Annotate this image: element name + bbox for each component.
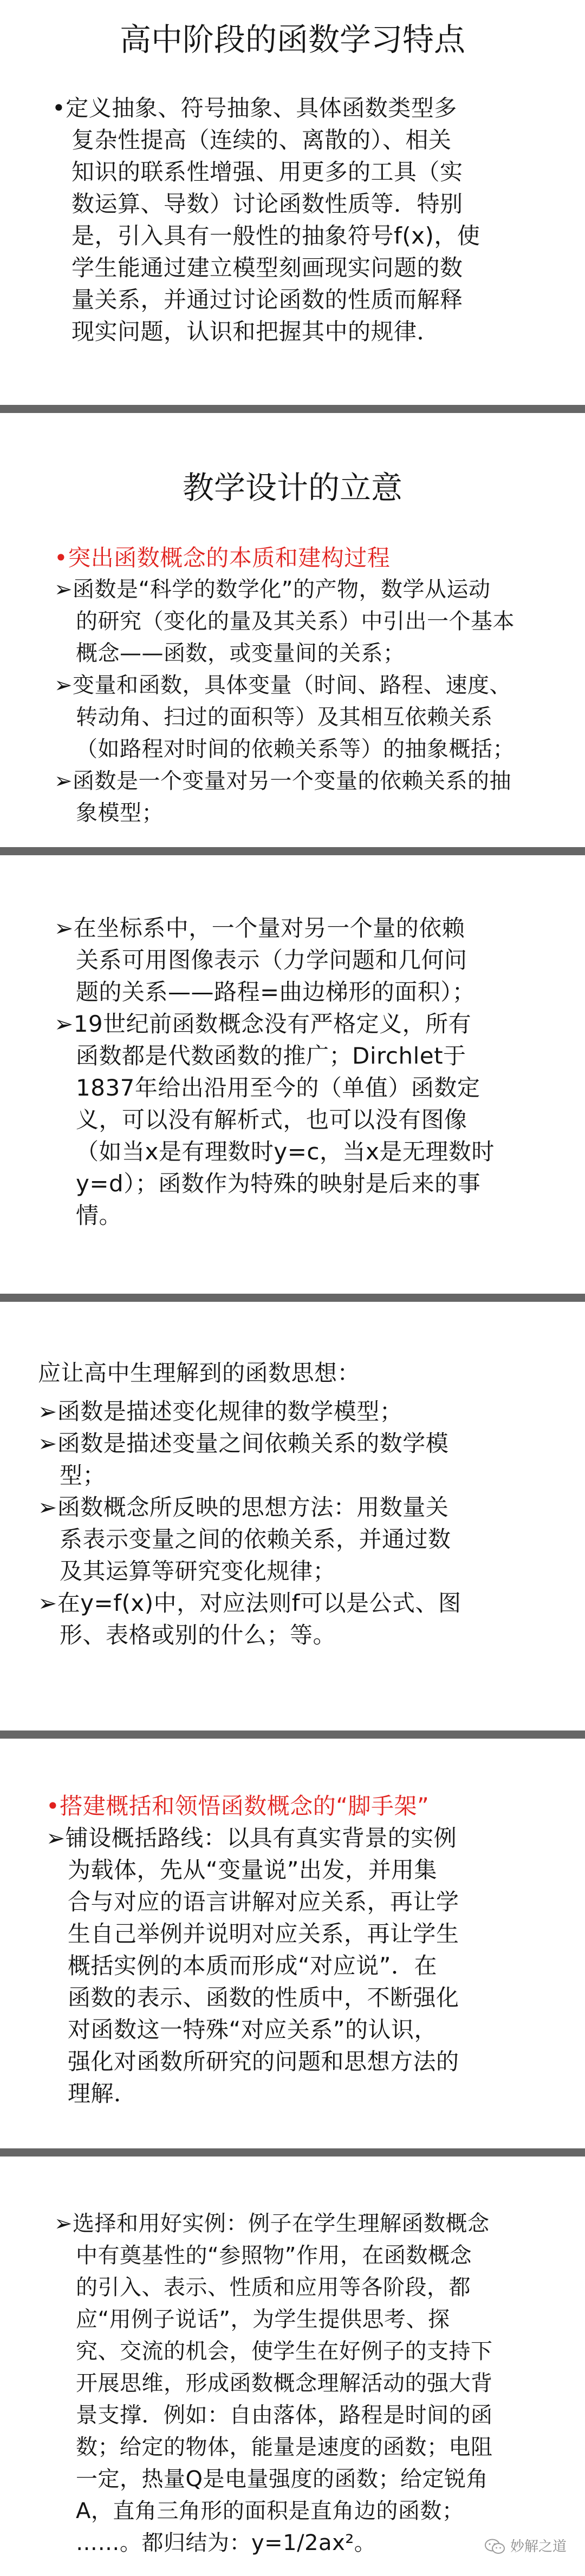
text-line: 的引入、表示、性质和应用等各阶段，都	[76, 2275, 471, 2300]
slide-divider	[0, 847, 585, 855]
slide-scaffolding	[0, 1739, 585, 2148]
text-line: 题的关系——路程=曲边梯形的面积）；	[76, 979, 476, 1005]
slide-design-intent	[0, 413, 585, 847]
slide-examples	[0, 2157, 585, 2576]
text-line: 应“用例子说话”，为学生提供思考、探	[76, 2307, 450, 2332]
text-line: 是，引入具有一般性的抽象符号f(x)，使	[72, 222, 480, 249]
text-line: ➢在坐标系中，一个量对另一个量的依赖	[54, 915, 465, 941]
slide-function-ideas	[0, 1302, 585, 1731]
text-line: ➢在y=f(x)中，对应法则f可以是公式、图	[38, 1590, 461, 1616]
text-line: 量关系，并通过讨论函数的性质而解释	[72, 286, 463, 313]
text-line: y=d）；函数作为特殊的映射是后来的事	[76, 1170, 481, 1197]
text-line: 对函数这一特殊“对应关系”的认识，	[68, 2016, 438, 2043]
paragraph	[54, 912, 495, 1231]
text-line: ➢选择和用好实例：例子在学生理解函数概念	[54, 2211, 490, 2236]
text-line: 强化对函数所研究的问题和思想方法的	[68, 2048, 459, 2075]
watermark-text: 妙解之道	[510, 2539, 567, 2555]
paragraph	[38, 1357, 461, 1651]
text-line: 中有奠基性的“参照物”作用，在函数概念	[76, 2243, 472, 2268]
text-line: ➢19世纪前函数概念没有严格定义，所有	[54, 1011, 472, 1037]
intro-line: 应让高中生理解到的函数思想：	[38, 1360, 361, 1386]
wechat-icon	[484, 2538, 506, 2555]
text-line: 学生能通过建立模型刻画现实问题的数	[72, 254, 463, 281]
text-line: 数；给定的物体，能量是速度的函数；电阻	[76, 2435, 493, 2460]
text-line: ➢铺设概括路线：以具有真实背景的实例	[46, 1825, 457, 1851]
slide-divider	[0, 1294, 585, 1302]
text-line: 象模型；	[76, 801, 164, 825]
text-line: 及其运算等研究变化规律；	[60, 1558, 336, 1584]
text-line: 生自己举例并说明对应关系，再让学生	[68, 1920, 459, 1947]
text-line: 的研究（变化的量及其关系）中引出一个基本	[76, 609, 515, 634]
slide-learning-features	[0, 0, 585, 405]
text-line: A，直角三角形的面积是直角边的函数；	[76, 2499, 464, 2523]
text-line: ➢函数是“科学的数学化”的产物，数学从运动	[54, 577, 491, 602]
text-line: 究、交流的机会，使学生在好例子的支持下	[76, 2339, 493, 2364]
section-heading: •搭建概括和领悟函数概念的“脚手架”	[46, 1793, 430, 1819]
text-line: （如路程对时间的依赖关系等）的抽象概括；	[76, 737, 515, 762]
slide-title: 高中阶段的函数学习特点	[119, 21, 465, 58]
text-line: 1837年给出沿用至今的（单值）函数定	[76, 1074, 480, 1101]
slide-divider	[0, 2148, 585, 2157]
text-line: •定义抽象、符号抽象、具体函数类型多	[52, 95, 457, 121]
text-line: ➢函数概念所反映的思想方法：用数量关	[38, 1494, 449, 1520]
text-line: 情。	[76, 1202, 122, 1229]
text-line: ……。都归结为：y=1/2ax²。	[76, 2531, 376, 2555]
text-line: 复杂性提高（连续的、离散的）、相关	[72, 127, 452, 153]
text-line: 义，可以没有解析式，也可以没有图像	[76, 1106, 467, 1133]
text-line: 数运算、导数）讨论函数性质等．特别	[72, 191, 463, 217]
text-line: ➢函数是描述变量之间依赖关系的数学模	[38, 1430, 449, 1457]
paragraph	[54, 542, 515, 829]
text-line: 型；	[60, 1462, 106, 1489]
paragraph	[46, 1790, 459, 2109]
text-line: 知识的联系性增强、用更多的工具（实	[72, 159, 463, 185]
text-line: 关系可用图像表示（力学问题和几何问	[76, 947, 467, 973]
text-line: 景支撑．例如：自由落体，路程是时间的函	[76, 2403, 493, 2428]
text-line: 形、表格或别的什么；等。	[60, 1622, 336, 1648]
section-heading: •突出函数概念的本质和建构过程	[54, 545, 391, 571]
slide-divider	[0, 405, 585, 413]
paragraph	[54, 2208, 493, 2559]
text-line: 现实问题，认识和把握其中的规律．	[72, 318, 440, 345]
slide-title: 教学设计的立意	[182, 469, 402, 506]
text-line: ➢函数是一个变量对另一个变量的依赖关系的抽	[54, 769, 512, 794]
text-line: 开展思维，形成函数概念理解活动的强大背	[76, 2371, 493, 2396]
text-line: ➢变量和函数，具体变量（时间、路程、速度、	[54, 673, 512, 698]
text-line: 合与对应的语言讲解对应关系，再让学	[68, 1889, 459, 1915]
text-line: 函数的表示、函数的性质中，不断强化	[68, 1984, 459, 2011]
text-line: 转动角、扫过的面积等）及其相互依赖关系	[76, 705, 493, 730]
slide-function-history	[0, 855, 585, 1294]
text-line: 一定，热量Q是电量强度的函数；给定锐角	[76, 2467, 488, 2492]
text-line: 概括实例的本质而形成“对应说”．在	[68, 1952, 438, 1979]
text-line: 系表示变量之间的依赖关系，并通过数	[60, 1526, 451, 1552]
paragraph	[52, 92, 480, 348]
text-line: （如当x是有理数时y=c，当x是无理数时	[76, 1138, 495, 1165]
text-line: 概念——函数，或变量间的关系；	[76, 641, 405, 666]
text-line: 函数都是代数函数的推广；Dirchlet于	[76, 1043, 466, 1069]
slide-divider	[0, 1731, 585, 1739]
text-line: ➢函数是描述变化规律的数学模型；	[38, 1398, 403, 1425]
watermark	[484, 2536, 567, 2558]
text-line: 理解．	[68, 2080, 137, 2107]
text-line: 为载体，先从“变量说”出发，并用集	[68, 1857, 438, 1883]
